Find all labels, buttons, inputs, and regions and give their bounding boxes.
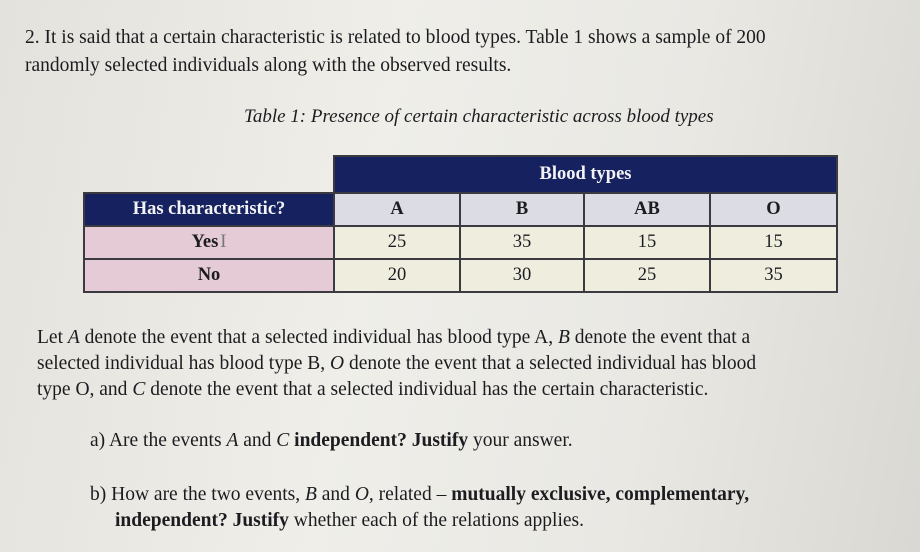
table-cell: 25 <box>584 259 710 292</box>
table-caption: Table 1: Presence of certain characteristic across blood types <box>244 106 714 127</box>
table-cell: 20 <box>334 259 460 292</box>
text-segment: a) Are the events <box>90 430 227 451</box>
part-a <box>90 428 573 454</box>
part-b-line-2 <box>115 508 584 534</box>
text-segment: and <box>238 430 277 451</box>
paragraph-line-3 <box>37 377 708 403</box>
column-header: A <box>334 193 460 226</box>
text-segment: b) How are the two events, <box>90 484 305 505</box>
row-label: No <box>84 259 334 292</box>
text-segment: denote the event that a <box>569 327 751 348</box>
text-segment: C <box>276 430 290 451</box>
text-segment: A <box>67 327 80 348</box>
text-segment: independent? Justify <box>115 510 289 531</box>
table-cell: 35 <box>460 226 584 259</box>
column-header: AB <box>584 193 710 226</box>
column-header: B <box>460 193 584 226</box>
question-line-2: randomly selected individuals along with the observed results. <box>25 55 512 76</box>
table-cell: 15 <box>710 226 837 259</box>
question-line-1: 2. It is said that a certain characteristic is related to blood types. Table 1 shows a sample of 200 <box>25 27 766 48</box>
text-segment: type O, and <box>37 379 133 400</box>
text-segment: B <box>304 484 317 505</box>
text-segment: selected individual has blood type B, <box>37 353 330 374</box>
table-row <box>84 226 837 259</box>
row-header: Has characteristic? <box>84 193 334 226</box>
text-segment: denote the event that a selected individual has blood <box>344 353 757 374</box>
text-segment: B <box>557 327 570 348</box>
table-row <box>84 259 837 292</box>
text-segment: denote the event that a selected individual has the certain characteristic. <box>145 379 709 400</box>
text-segment: independent? Justify <box>289 430 469 451</box>
text-segment: mutually exclusive, complementary, <box>451 484 750 505</box>
text-segment: your answer. <box>468 430 573 451</box>
paragraph-line-2 <box>37 351 756 377</box>
table-cell: 25 <box>334 226 460 259</box>
table-cell: 30 <box>460 259 584 292</box>
text-segment: and <box>316 484 355 505</box>
text-segment: C <box>132 379 146 400</box>
empty-cell <box>84 156 334 193</box>
blood-type-table <box>83 155 838 293</box>
row-label-text: Yes <box>191 232 219 252</box>
text-segment: Let <box>37 327 68 348</box>
paragraph-line-1 <box>37 325 750 351</box>
text-segment: O <box>354 484 369 505</box>
row-label <box>84 226 334 259</box>
text-segment: whether each of the relations applies. <box>288 510 585 531</box>
text-segment: O <box>330 353 345 374</box>
table-cell: 35 <box>710 259 837 292</box>
text-segment: A <box>226 430 239 451</box>
column-header: O <box>710 193 837 226</box>
group-header: Blood types <box>334 156 837 193</box>
text-cursor-icon: I <box>220 232 227 252</box>
table-cell: 15 <box>584 226 710 259</box>
text-segment: , related – <box>368 484 452 505</box>
part-b-line-1 <box>90 482 749 508</box>
text-segment: denote the event that a selected individual has blood type A, <box>79 327 558 348</box>
